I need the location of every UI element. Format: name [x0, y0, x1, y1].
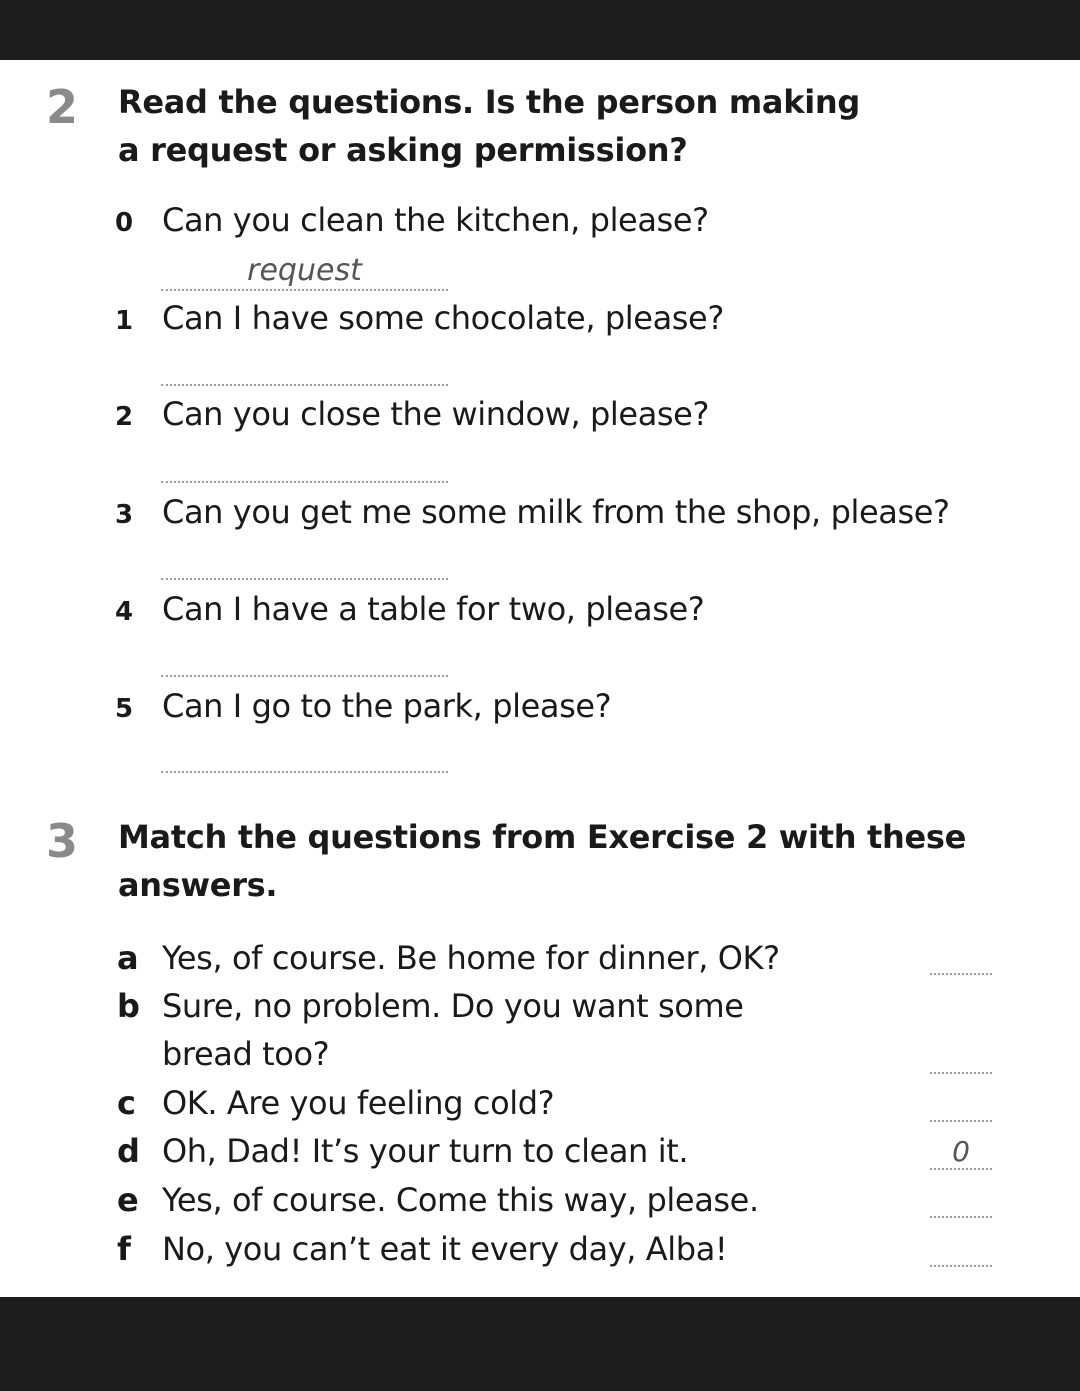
exercise-3-title-line1: Match the questions from Exercise 2 with these: [118, 818, 967, 856]
answer-e: [117, 1176, 759, 1224]
question-2-text: Can you close the window, please?: [162, 395, 710, 433]
answer-e-text: Yes, of course. Come this way, please.: [162, 1181, 759, 1219]
exercise-3-instructions: [118, 813, 978, 909]
question-5-number: 5: [115, 694, 133, 724]
question-0-answer-field[interactable]: [161, 253, 448, 291]
answer-e-match-field[interactable]: [930, 1216, 992, 1218]
question-4-text: Can I have a table for two, please?: [162, 590, 705, 628]
exercise-3-number: 3: [46, 814, 79, 868]
answer-c-text: OK. Are you feeling cold?: [162, 1084, 555, 1122]
exercise-2-instructions: [118, 78, 978, 174]
answer-f: [117, 1225, 727, 1273]
exercise-2-number: 2: [46, 80, 79, 134]
answer-a-match-field[interactable]: [930, 973, 992, 975]
question-1-number: 1: [115, 306, 133, 336]
question-5: [115, 686, 611, 729]
question-2-number: 2: [115, 402, 133, 432]
answer-b-text: Sure, no problem. Do you want some: [162, 987, 744, 1025]
question-5-text: Can I go to the park, please?: [162, 687, 612, 725]
answer-b: [117, 982, 744, 1030]
answer-b-letter: b: [117, 987, 140, 1025]
answer-d-match-field[interactable]: [930, 1135, 992, 1170]
answer-a-text: Yes, of course. Be home for dinner, OK?: [162, 939, 780, 977]
question-0: [115, 200, 709, 243]
question-4: [115, 589, 704, 632]
answer-d-match: 0: [952, 1135, 970, 1168]
answer-d-letter: d: [117, 1132, 140, 1170]
answer-b-text-continued: bread too?: [162, 1035, 330, 1073]
exercise-2-title-line1: Read the questions. Is the person making: [118, 83, 860, 121]
question-3-text: Can you get me some milk from the shop, please?: [162, 493, 950, 531]
question-0-text: Can you clean the kitchen, please?: [162, 201, 709, 239]
answer-c-letter: c: [117, 1084, 136, 1122]
answer-f-letter: f: [117, 1230, 131, 1268]
question-4-number: 4: [115, 597, 133, 627]
question-1-text: Can I have some chocolate, please?: [162, 299, 724, 337]
worksheet-page: [0, 60, 1080, 1297]
answer-a-letter: a: [117, 939, 139, 977]
answer-f-text: No, you can’t eat it every day, Alba!: [162, 1230, 728, 1268]
question-4-answer-field[interactable]: [161, 675, 448, 677]
answer-c: [117, 1079, 554, 1127]
question-2-answer-field[interactable]: [161, 481, 448, 483]
question-1: [115, 298, 724, 341]
answer-d: [117, 1127, 688, 1175]
answer-a: [117, 934, 780, 982]
exercise-3-title-line2: answers.: [118, 866, 278, 904]
answer-e-letter: e: [117, 1181, 139, 1219]
question-5-answer-field[interactable]: [161, 771, 448, 773]
exercise-2-title-line2: a request or asking permission?: [118, 131, 688, 169]
answer-d-text: Oh, Dad! It’s your turn to clean it.: [162, 1132, 689, 1170]
answer-c-match-field[interactable]: [930, 1120, 992, 1122]
answer-f-match-field[interactable]: [930, 1265, 992, 1267]
question-3: [115, 492, 950, 535]
question-0-answer: request: [247, 253, 362, 288]
answer-b-match-field[interactable]: [930, 1072, 992, 1074]
question-2: [115, 394, 709, 437]
question-3-answer-field[interactable]: [161, 578, 448, 580]
question-1-answer-field[interactable]: [161, 384, 448, 386]
question-0-number: 0: [115, 208, 133, 238]
question-3-number: 3: [115, 500, 133, 530]
